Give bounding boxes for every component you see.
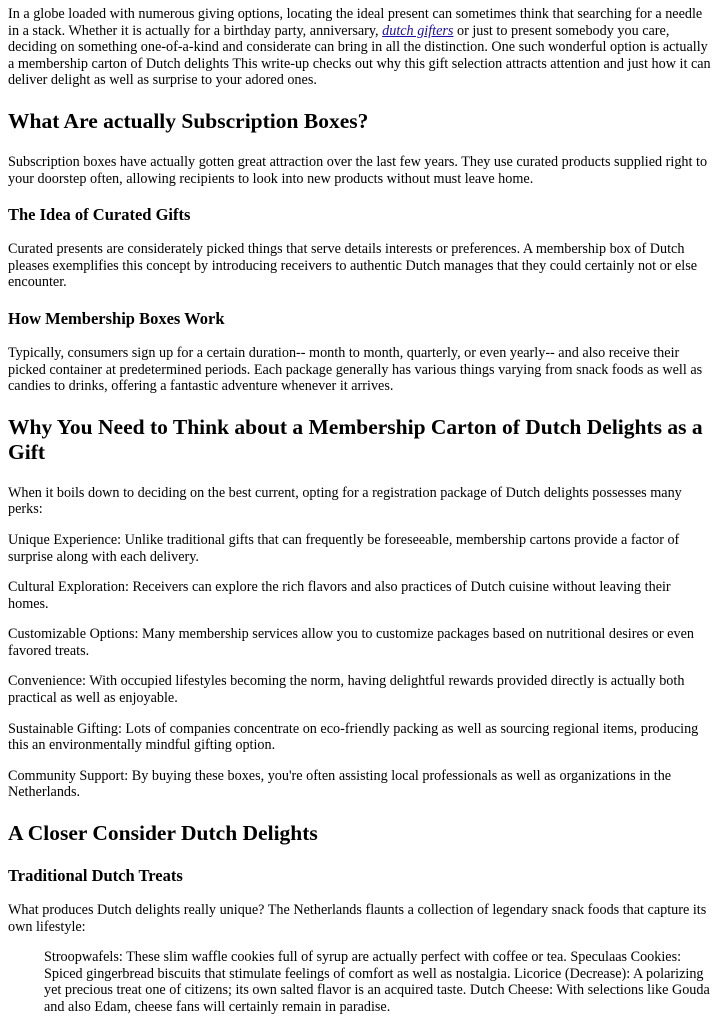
why-membership-paragraph: When it boils down to deciding on the best current, opting for a registration package of Dutch delights possesses many perks: — [8, 484, 682, 518]
article — [0, 6, 720, 1016]
membership-boxes-work-paragraph: Typically, consumers sign up for a certain duration-- month to month, quarterly, or even yearly-- and also receive their picked container at predetermined periods. Each package generally has various things varying from snack foods as well as candies to drinks, offering a fantastic adventure whenever it arrives. — [8, 344, 703, 395]
benefit-item-unique-experience: Unique Experience: Unlike traditional gifts that can frequently be foreseeable, membership cartons provide a factor of surprise along with each delivery. — [8, 531, 680, 565]
benefit-item-cultural-exploration: Cultural Exploration: Receivers can explore the rich flavors and also practices of Dutch cuisine without leaving their homes. — [8, 579, 671, 612]
subheading-traditional-dutch-treats: Traditional Dutch Treats — [8, 866, 183, 886]
dutch-treats-quote: Stroopwafels: These slim waffle cookies full of syrup are actually perfect with coffee or tea. Speculaas Cookies: Spiced gingerbread biscuits that stimulate feelings of comfort as well as nostalgia. Licorice (Decrease): A polarizing yet precious treat one of citizens; its own salted flavor is an acquired taste. Dutch Cheese: With selections like Gouda and also Edam, cheese fans will certainly remain in paradise. — [44, 949, 710, 1015]
section-heading-subscription-boxes: What Are actually Subscription Boxes? — [8, 108, 369, 133]
benefit-item-customizable-options: Customizable Options: Many membership services allow you to customize packages based on nutritional desires or even favored treats. — [8, 626, 694, 659]
section-heading-closer-consider: A Closer Consider Dutch Delights — [8, 821, 318, 846]
traditional-treats-paragraph: What produces Dutch delights really unique? The Netherlands flaunts a collection of legendary snack foods that capture its own lifestyle: — [8, 902, 707, 935]
subheading-membership-boxes-work: How Membership Boxes Work — [8, 308, 225, 328]
subheading-curated-gifts: The Idea of Curated Gifts — [8, 205, 191, 225]
benefit-item-community-support: Community Support: By buying these boxes, you're often assisting local professionals as well as organizations in the Netherlands. — [8, 767, 672, 801]
subscription-boxes-paragraph: Subscription boxes have actually gotten great attraction over the last few years. They use curated products supplied right to your doorstep often, allowing recipients to look into new products without must leave home. — [8, 153, 708, 187]
benefit-item-convenience: Convenience: With occupied lifestyles becoming the norm, having delightful rewards provided directly is actually both practical as well as enjoyable. — [8, 673, 685, 707]
intro-text-after-link: or just to present somebody you care, deciding on something one-of-a-kind and considerate can bring in all the distinction. One such wonderful option is actually a membership carton of Dutch delights This write-up checks out why this gift selection attracts attention and just how it can deliver delight as well as surprise to your adored ones. — [8, 22, 711, 89]
dutch-gifters-link[interactable]: dutch gifters — [382, 22, 454, 39]
curated-gifts-paragraph: Curated presents are considerately picked things that serve details interests or preferences. A membership box of Dutch pleases exemplifies this concept by introducing receivers to authentic Dutch manages that they could certainly not or else encounter. — [8, 241, 698, 291]
intro-text-before-link: In a globe loaded with numerous giving options, locating the ideal present can sometimes think that searching for a needle in a stack. Whether it is actually for a birthday party, anniversary, — [8, 6, 703, 39]
intro-paragraph — [8, 6, 712, 89]
section-heading-why-membership-carton: Why You Need to Think about a Membership Carton of Dutch Delights as a Gift — [8, 414, 703, 464]
benefit-item-sustainable-gifting: Sustainable Gifting: Lots of companies concentrate on eco-friendly packing as well as sourcing regional items, producing this an environmentally mindful gifting option. — [8, 720, 699, 754]
